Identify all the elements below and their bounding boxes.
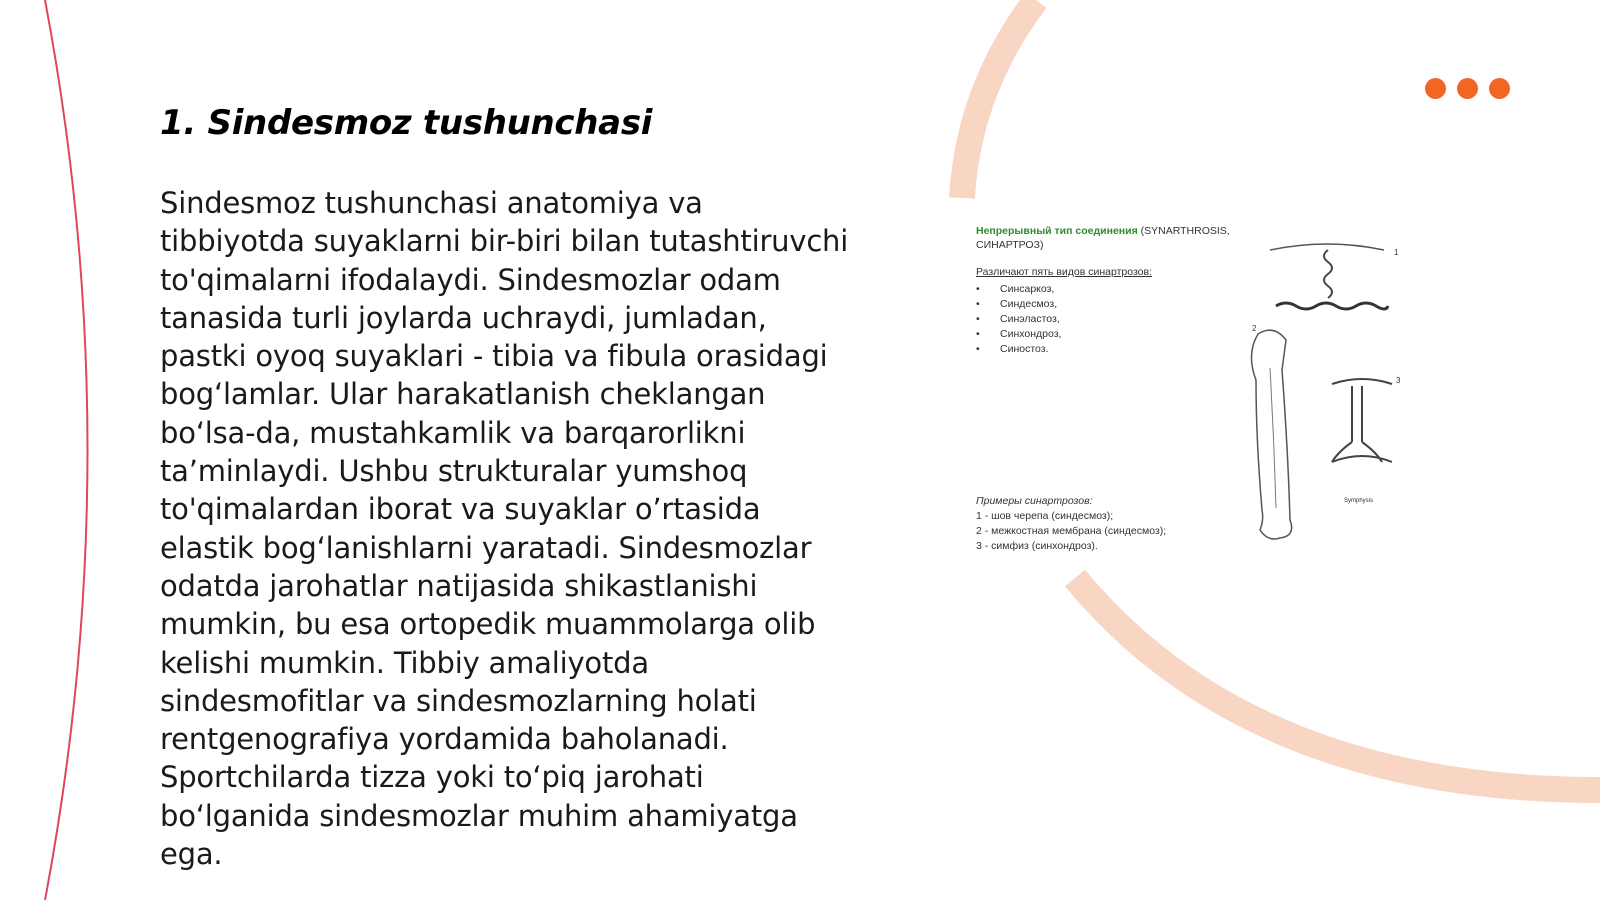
list-item: • Синсаркоз, (976, 282, 1061, 297)
list-item: • Синдесмоз, (976, 297, 1061, 312)
list-item: • Синостоз. (976, 342, 1061, 357)
long-bone-drawing (1251, 330, 1291, 539)
figure-label-3: 3 (1396, 376, 1401, 385)
more-dots-icon (1425, 78, 1510, 99)
synarthrosis-figure (972, 218, 1408, 564)
example-item: 2 - межкостная мембрана (синдесмоз); (976, 525, 1167, 537)
figure-label-2: 2 (1252, 324, 1257, 333)
symphysis-drawing (1332, 379, 1392, 462)
arc-bottom-segment (1075, 578, 1600, 790)
examples-block (976, 494, 1166, 554)
dot (1489, 78, 1510, 99)
left-accent-line (45, 0, 88, 900)
arc-top-segment (962, 0, 1036, 198)
figure-label-1: 1 (1394, 248, 1399, 257)
example-item: 1 - шов черепа (синдесмоз); (976, 510, 1114, 522)
list-item: • Синхондроз, (976, 327, 1061, 342)
slide-title: 1. Sindesmoz tushunchasi (160, 103, 653, 143)
dot (1425, 78, 1446, 99)
list-item: • Синэластоз, (976, 312, 1061, 327)
symphysis-label: Symphysis (1344, 498, 1374, 504)
examples-title: Примеры синартрозов: (976, 495, 1093, 507)
slide-body-text: Sindesmoz tushunchasi anatomiya va tibbiyotda suyaklarni bir-biri bilan tutashtiruvchi to'qimalarni ifodalaydi. Sindesmozlar odam tanasida turli joylarda uchraydi, jumladan, pastki oyoq suyaklari - tibia va fibula orasidagi bog‘lamlar. Ular harakatlanish cheklangan bo‘lsa-da, mustahkamlik va barqarorlikni ta’minlaydi. Ushbu strukturalar yumshoq to'qimalardan iborat va suyaklar o’rtasida elastik bog‘lanishlarni yaratadi. Sindesmozlar odatda jarohatlar natijasida shikastlanishi mumkin, bu esa ortopedik muammolarga olib kelishi mumkin. Tibbiy amaliyotda sindesmofitlar va sindesmozlarning holati rentgenografiya yordamida baholanadi. Sportchilarda tizza yoki to‘piq jarohati bo‘lganida sindesmozlar muhim ahamiyatga ega. (160, 186, 849, 872)
skull-suture-drawing (1270, 244, 1384, 250)
synarthrosis-types-list (976, 282, 1061, 357)
dot (1457, 78, 1478, 99)
figure-heading: Непрерывный тип соединения (SYNARTHROSIS, СИНАРТРОЗ) (976, 225, 1230, 251)
figure-subheading: Различают пять видов синартрозов: (976, 266, 1152, 278)
example-item: 3 - симфиз (синхондроз). (976, 540, 1098, 552)
